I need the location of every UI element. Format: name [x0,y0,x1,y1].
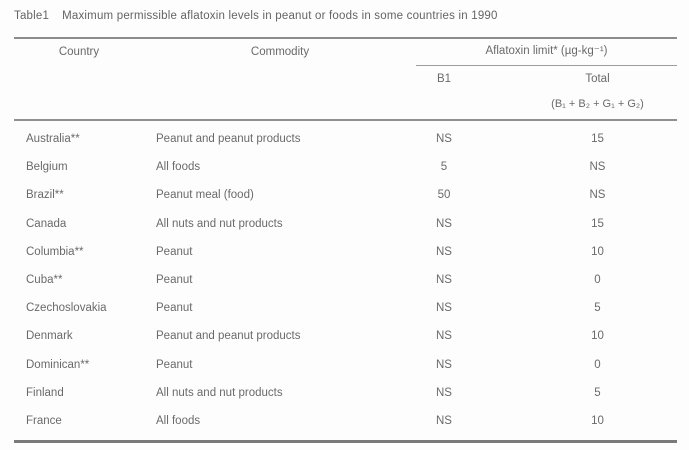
table-row [14,266,677,294]
table-row [14,351,677,379]
col-header-total: Total [585,73,610,85]
cell-country: Denmark [26,330,73,343]
table-row [14,238,677,266]
cell-b1-limit: NS [436,386,452,399]
cell-b1-limit: NS [436,414,452,427]
col-header-b1: B1 [436,73,452,85]
aflatoxin-group-label: Aflatoxin limit* (µg-kg⁻¹) [416,39,677,66]
aflatoxin-formula-row [416,92,677,119]
aflatoxin-subheaders [416,66,677,92]
cell-total-limit: 5 [594,302,601,315]
cell-country: Belgium [26,161,68,174]
table-row [14,181,677,209]
table-row [14,153,677,181]
cell-commodity: All nuts and nut products [156,386,283,399]
cell-total-limit: 10 [591,330,604,343]
cell-country: France [26,414,62,427]
cell-total-limit: 15 [591,217,604,230]
document-page [14,0,677,443]
cell-commodity: Peanut [156,274,193,287]
cell-country: Finland [26,386,64,399]
cell-country: Cuba** [26,274,63,287]
cell-commodity: Peanut and peanut products [156,330,301,343]
cell-b1-limit: 5 [440,161,448,174]
cell-b1-limit: NS [436,217,452,230]
cell-b1-limit: NS [436,245,452,258]
bottom-rule [14,440,677,443]
col-header-commodity: Commodity [250,46,310,58]
table-row [14,125,677,153]
table-row [14,294,677,322]
cell-commodity: All foods [156,414,201,427]
cell-commodity: Peanut [156,358,193,371]
cell-commodity: Peanut [156,245,193,258]
cell-total-limit: 10 [591,245,604,258]
total-formula-label: (B₁ + B₂ + G₁ + G₂) [551,98,644,110]
cell-total-limit: NS [589,161,606,174]
table-row [14,407,677,435]
table-title: Maximum permissible aflatoxin levels in peanut or foods in some countries in 1990 [62,10,498,22]
cell-total-limit: NS [589,189,606,202]
cell-total-limit: 0 [594,358,601,371]
cell-country: Canada [26,217,67,230]
cell-commodity: Peanut meal (food) [156,189,254,202]
cell-commodity: Peanut [156,302,193,315]
col-header-aflatoxin-group [416,39,677,119]
cell-country: Brazil** [26,189,64,202]
cell-b1-limit: NS [436,274,452,287]
cell-country: Czechoslovakia [26,302,107,315]
col-header-country: Country [58,46,100,58]
table-row [14,210,677,238]
cell-b1-limit: NS [436,302,452,315]
table-number: Table1 [14,10,50,22]
cell-total-limit: 15 [591,133,604,146]
cell-country: Australia** [26,133,80,146]
cell-country: Columbia** [26,245,84,258]
cell-country: Dominican** [26,358,90,371]
table-caption [14,0,677,27]
cell-total-limit: 5 [594,386,601,399]
table-header [14,39,677,119]
cell-commodity: Peanut and peanut products [156,133,301,146]
table-body [14,121,677,435]
cell-b1-limit: NS [436,133,452,146]
cell-total-limit: 10 [591,414,604,427]
cell-commodity: All foods [156,161,201,174]
cell-b1-limit: 50 [437,189,451,202]
table-row [14,379,677,407]
table-row [14,322,677,350]
cell-b1-limit: NS [436,330,452,343]
cell-b1-limit: NS [436,358,452,371]
cell-total-limit: 0 [594,274,601,287]
cell-commodity: All nuts and nut products [156,217,283,230]
